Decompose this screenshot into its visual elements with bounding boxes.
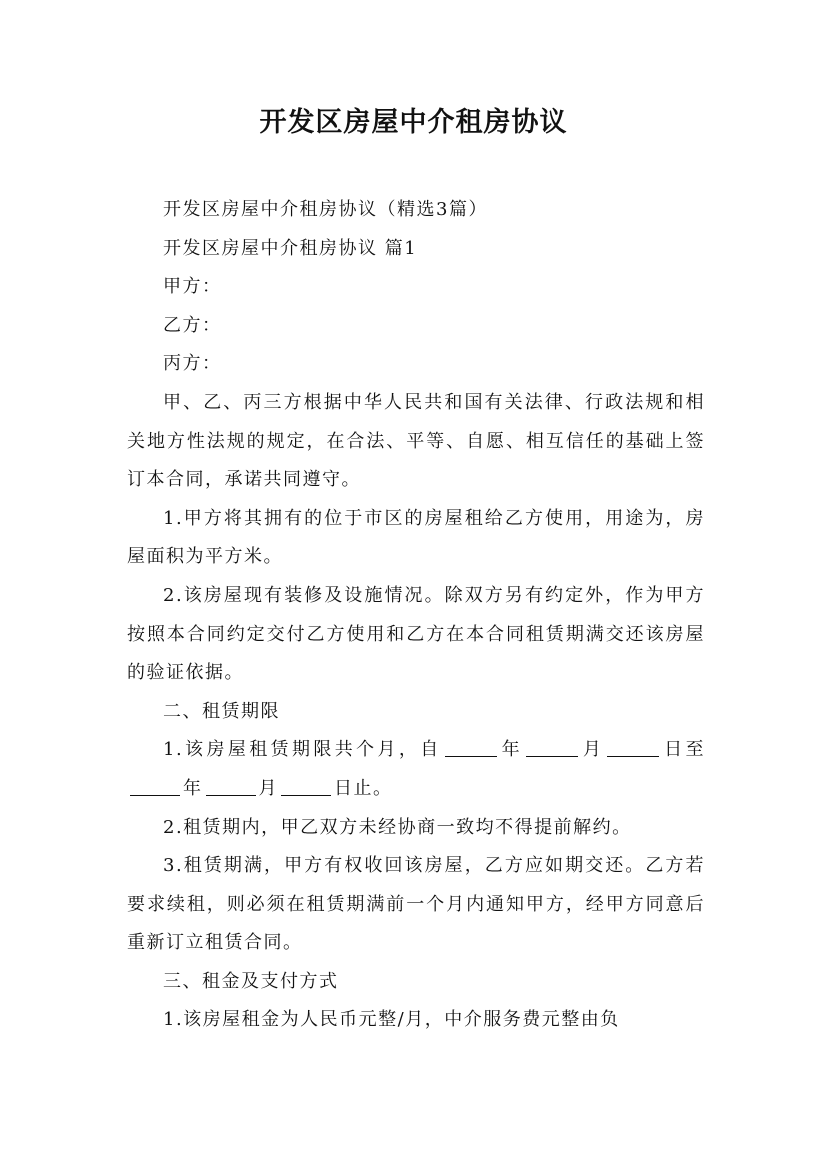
text-segment: 年 (499, 739, 523, 761)
paragraph-subtitle: 开发区房屋中介租房协议（精选3篇） (163, 199, 488, 220)
document-body (127, 191, 705, 1040)
party-b-line: 乙方： (163, 314, 222, 336)
party-c-line: 丙方： (163, 353, 222, 375)
text-segment: 1.该房屋租赁期限共个月，自 (163, 739, 442, 761)
blank-line (281, 777, 331, 796)
text-segment: 月 (258, 777, 278, 799)
paragraph-clause-1: 1.甲方将其拥有的位于市区的房屋租给乙方使用，用途为，房屋面积为平方米。 (127, 507, 705, 568)
blank-line (607, 738, 659, 757)
paragraph-rent-1: 1.该房屋租金为人民币元整/月，中介服务费元整由负 (163, 1009, 620, 1031)
blank-line (526, 738, 578, 757)
party-a-line: 甲方： (163, 276, 222, 298)
blank-line (206, 777, 256, 796)
paragraph-clause-2: 2.该房屋现有装修及设施情况。除双方另有约定外，作为甲方按照本合同约定交付乙方使用和乙方在本合同租赁期满交还该房屋的验证依据。 (127, 584, 705, 684)
paragraph-section-heading: 开发区房屋中介租房协议 篇1 (163, 237, 418, 259)
heading-rent-payment: 三、租金及支付方式 (163, 970, 339, 992)
paragraph-lease-term-3: 3.租赁期满，甲方有权收回该房屋，乙方应如期交还。乙方若要求续租，则必须在租赁期满前一个月内通知甲方，经甲方同意后重新订立租赁合同。 (127, 855, 705, 954)
text-segment: 年 (183, 777, 203, 799)
paragraph-lease-term-2: 2.租赁期内，甲乙双方未经协商一致均不得提前解约。 (163, 816, 632, 838)
text-segment: 日至 (662, 739, 706, 761)
blank-line (130, 777, 180, 796)
heading-lease-term: 二、租赁期限 (163, 700, 280, 722)
text-segment: 月 (580, 739, 605, 761)
blank-line (445, 738, 497, 757)
paragraph-lease-term-1 (127, 731, 705, 808)
text-segment: 日止。 (334, 777, 393, 799)
paragraph-preamble: 甲、乙、丙三方根据中华人民共和国有关法律、行政法规和相关地方性法规的规定，在合法、平等、自愿、相互信任的基础上签订本合同，承诺共同遵守。 (127, 391, 705, 491)
document-title: 开发区房屋中介租房协议 (259, 107, 568, 138)
